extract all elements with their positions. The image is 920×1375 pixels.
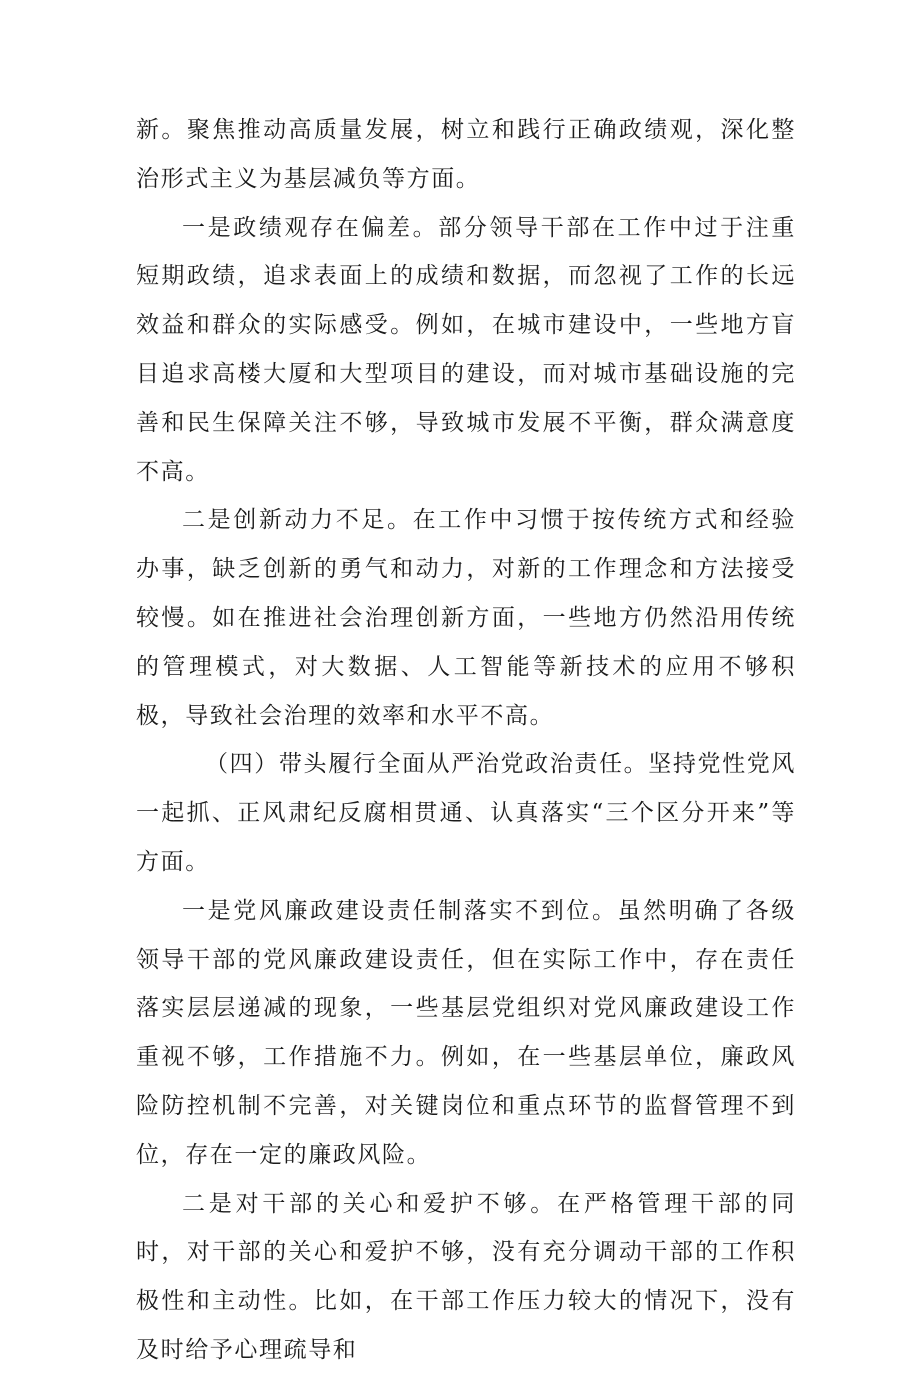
section-heading-four: （四）带头履行全面从严治党政治责任。坚持党性党风一起抓、正风肃纪反腐相贯通、认真落实“三个区分开来”等方面。 [136,751,796,875]
paragraph-performance-view: 一是政绩观存在偏差。部分领导干部在工作中过于注重短期政绩，追求表面上的成绩和数据，而忽视了工作的长远效益和群众的实际感受。例如，在城市建设中，一些地方盲目追求高楼大厦和大型项目的建设，而对城市基础设施的完善和民生保障关注不够，导致城市发展不平衡，群众满意度不高。 [136,214,796,485]
paragraph-innovation: 二是创新动力不足。在工作中习惯于按传统方式和经验办事，缺乏创新的勇气和动力，对新的工作理念和方法接受较慢。如在推进社会治理创新方面，一些地方仍然沿用传统的管理模式，对大数据、人工智能等新技术的应用不够积极，导致社会治理的效率和水平不高。 [136,507,796,729]
paragraph-integrity-responsibility: 一是党风廉政建设责任制落实不到位。虽然明确了各级领导干部的党风廉政建设责任，但在实际工作中，存在责任落实层层递减的现象，一些基层党组织对党风廉政建设工作重视不够，工作措施不力。例如，在一些基层单位，廉政风险防控机制不完善，对关键岗位和重点环节的监督管理不到位，存在一定的廉政风险。 [136,897,796,1168]
paragraph-cadre-care: 二是对干部的关心和爱护不够。在严格管理干部的同时，对干部的关心和爱护不够，没有充分调动干部的工作积极性和主动性。比如，在干部工作压力较大的情况下，没有及时给予心理疏导和 [136,1190,796,1363]
document-body [136,106,796,1375]
paragraph-continuation: 新。聚焦推动高质量发展，树立和践行正确政绩观，深化整治形式主义为基层减负等方面。 [136,117,796,192]
